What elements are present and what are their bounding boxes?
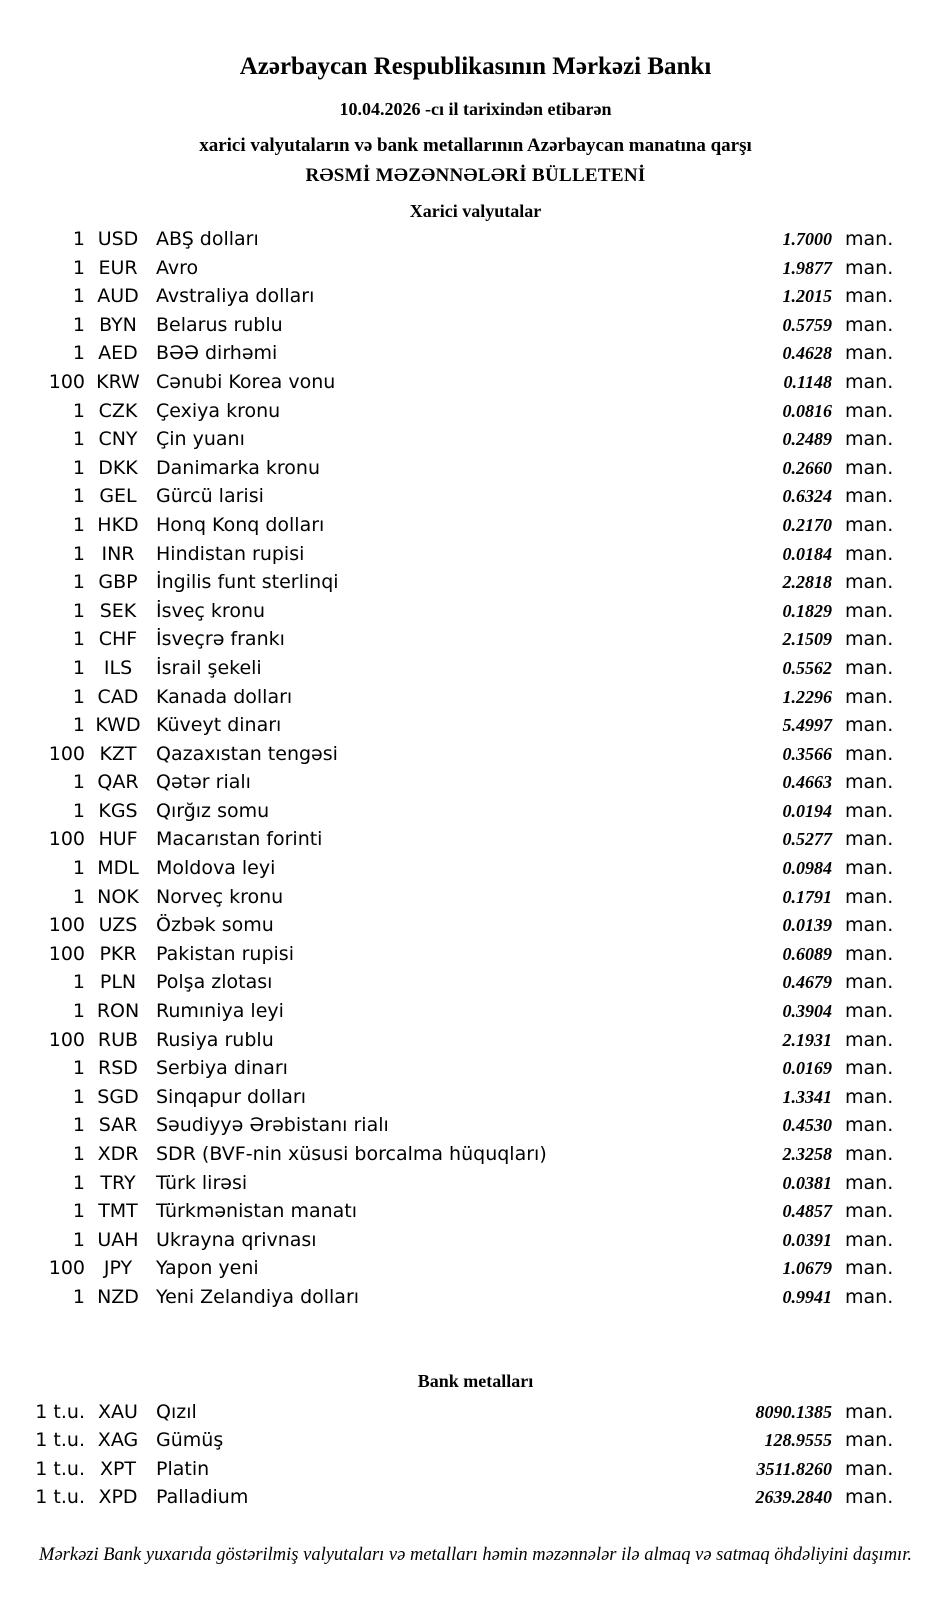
currency-name: Çexiya kronu xyxy=(156,399,281,422)
currency-name: Yeni Zelandiya dolları xyxy=(156,1285,360,1308)
currency-rate-row xyxy=(0,971,900,1000)
page-title: Azərbaycan Respublikasının Mərkəzi Bankı xyxy=(239,53,712,80)
rate-value: 0.6324 xyxy=(782,486,832,507)
quantity-cell: 1 xyxy=(72,1114,85,1137)
unit-label: man. xyxy=(845,1400,894,1423)
rate-value: 2.2818 xyxy=(782,572,832,593)
currency-name: Polşa zlotası xyxy=(156,971,273,994)
currency-rate-row xyxy=(0,1029,900,1058)
currency-code: UAH xyxy=(97,1228,139,1251)
rate-value: 0.2170 xyxy=(782,514,832,535)
quantity-cell: 1 xyxy=(72,1200,85,1223)
currency-code: KZT xyxy=(99,742,137,765)
currency-code: CAD xyxy=(97,685,139,708)
currency-rate-row xyxy=(0,514,900,543)
currency-code: RUB xyxy=(97,1028,139,1051)
metals-section-title: Bank metalları xyxy=(417,1370,534,1391)
currency-code: BYN xyxy=(99,313,137,336)
currency-code: SEK xyxy=(99,599,137,622)
quantity-cell: 1 xyxy=(72,971,85,994)
currency-rate-row xyxy=(0,743,900,772)
unit-label: man. xyxy=(845,1200,894,1223)
quantity-cell: 100 xyxy=(48,828,85,851)
currency-rate-row xyxy=(0,800,900,829)
rate-value: 1.3341 xyxy=(782,1086,832,1107)
rate-value: 0.3904 xyxy=(782,1001,832,1022)
unit-label: man. xyxy=(845,828,894,851)
currency-rate-row xyxy=(0,428,900,457)
unit-label: man. xyxy=(845,428,894,451)
rate-value: 0.1829 xyxy=(782,600,832,621)
quantity-cell: 1 xyxy=(72,456,85,479)
currency-name: SDR (BVF-nin xüsusi borcalma hüquqları) xyxy=(156,1143,547,1165)
rate-value: 0.3566 xyxy=(782,743,832,764)
currency-name: Moldova leyi xyxy=(156,857,276,880)
currency-name: Gürcü larisi xyxy=(156,485,264,508)
currency-code: ILS xyxy=(103,656,133,679)
unit-label: man. xyxy=(845,485,894,508)
currency-code: XAG xyxy=(97,1429,139,1452)
currencies-section-title: Xarici valyutalar xyxy=(409,201,542,221)
unit-label: man. xyxy=(845,228,894,250)
currency-code: RSD xyxy=(98,1057,138,1080)
currency-name: Rumıniya leyi xyxy=(156,1000,284,1023)
unit-label: man. xyxy=(845,1057,894,1080)
currency-name: Pakistan rupisi xyxy=(156,942,294,965)
currency-name: İsveçrə frankı xyxy=(156,628,285,651)
quantity-cell: 1 xyxy=(72,628,85,651)
quantity-cell: 1 t.u. xyxy=(35,1429,85,1452)
quantity-cell: 1 xyxy=(72,1171,85,1194)
currency-code: HKD xyxy=(97,513,139,536)
currency-name: Platin xyxy=(156,1457,210,1480)
metal-rate-table xyxy=(0,1401,900,1515)
currency-rate-row xyxy=(0,943,900,972)
currency-name: Hindistan rupisi xyxy=(156,542,305,565)
unit-label: man. xyxy=(845,714,894,737)
currency-name: Qırğız somu xyxy=(156,799,270,822)
currency-rate-row xyxy=(0,771,900,800)
unit-label: man. xyxy=(845,1257,894,1280)
currency-name: Kanada dolları xyxy=(156,685,293,708)
currency-rate-row xyxy=(0,1229,900,1258)
metal-rate-row xyxy=(0,1486,900,1515)
rate-value: 1.0679 xyxy=(782,1258,832,1279)
currency-rate-row xyxy=(0,314,900,343)
metal-rate-row xyxy=(0,1458,900,1487)
currency-code: XPT xyxy=(99,1457,137,1480)
rate-value: 0.4679 xyxy=(782,972,832,993)
rate-value: 0.5562 xyxy=(782,657,832,678)
currency-rate-row xyxy=(0,1086,900,1115)
currency-name: Gümüş xyxy=(156,1429,224,1452)
quantity-cell: 1 xyxy=(72,714,85,737)
rate-value: 0.0391 xyxy=(782,1229,832,1250)
currency-rate-row xyxy=(0,457,900,486)
rate-value: 0.4628 xyxy=(782,343,832,364)
currency-code: SGD xyxy=(97,1085,139,1108)
quantity-cell: 1 t.u. xyxy=(35,1400,85,1423)
rate-value: 0.0816 xyxy=(782,400,832,421)
currency-code: PLN xyxy=(99,971,137,994)
currency-name: Cənubi Korea vonu xyxy=(156,370,336,393)
currency-name: Palladium xyxy=(156,1486,249,1509)
rate-value: 2.1931 xyxy=(782,1029,832,1050)
quantity-cell: 100 xyxy=(48,370,85,393)
quantity-cell: 1 xyxy=(72,228,85,250)
unit-label: man. xyxy=(845,1228,894,1251)
rate-value: 128.9555 xyxy=(764,1430,832,1451)
currency-name: ABŞ dolları xyxy=(156,228,259,250)
unit-label: man. xyxy=(845,542,894,565)
quantity-cell: 1 xyxy=(72,1285,85,1308)
currency-code: JPY xyxy=(103,1257,133,1280)
unit-label: man. xyxy=(845,1171,894,1194)
unit-label: man. xyxy=(845,1457,894,1480)
currency-rate-table xyxy=(0,228,900,1315)
currency-code: DKK xyxy=(98,456,138,479)
currency-code: GBP xyxy=(98,571,138,594)
currency-rate-row xyxy=(0,1200,900,1229)
currency-code: SAR xyxy=(98,1114,138,1137)
unit-label: man. xyxy=(845,942,894,965)
currency-code: XDR xyxy=(97,1143,139,1165)
currency-code: EUR xyxy=(98,256,138,279)
quantity-cell: 1 xyxy=(72,1085,85,1108)
unit-label: man. xyxy=(845,771,894,794)
quantity-cell: 100 xyxy=(48,914,85,937)
unit-label: man. xyxy=(845,742,894,765)
rate-value: 0.4530 xyxy=(782,1115,832,1136)
quantity-cell: 1 xyxy=(72,656,85,679)
currency-name: BƏƏ dirhəmi xyxy=(156,342,278,365)
currency-name: Özbək somu xyxy=(156,914,274,937)
currency-code: AUD xyxy=(97,285,139,308)
currency-rate-row xyxy=(0,543,900,572)
currency-rate-row xyxy=(0,600,900,629)
rate-value: 2.1509 xyxy=(782,629,832,650)
currency-name: Serbiya dinarı xyxy=(156,1057,288,1080)
currency-code: TRY xyxy=(100,1171,136,1194)
quantity-cell: 1 xyxy=(72,256,85,279)
rate-value: 0.2660 xyxy=(782,457,832,478)
metal-rate-row xyxy=(0,1429,900,1458)
unit-label: man. xyxy=(845,513,894,536)
currency-name: Qazaxıstan tengəsi xyxy=(156,742,338,765)
currency-code: XAU xyxy=(98,1400,138,1423)
currency-name: Səudiyyə Ərəbistanı rialı xyxy=(156,1114,389,1137)
subtitle-line-1: xarici valyutaların və bank metallarının Azərbaycan manatına qarşı xyxy=(199,135,752,156)
rate-value: 1.9877 xyxy=(782,257,832,278)
quantity-cell: 1 t.u. xyxy=(35,1457,85,1480)
currency-name: Türk lirəsi xyxy=(156,1171,248,1194)
rate-value: 0.4663 xyxy=(782,772,832,793)
currency-code: NOK xyxy=(97,885,139,908)
unit-label: man. xyxy=(845,857,894,880)
currency-rate-row xyxy=(0,657,900,686)
currency-name: Qətər rialı xyxy=(156,771,251,794)
rate-value: 0.0184 xyxy=(782,543,832,564)
unit-label: man. xyxy=(845,1114,894,1137)
currency-rate-row xyxy=(0,1057,900,1086)
rate-value: 1.2015 xyxy=(782,286,832,307)
currency-name: Danimarka kronu xyxy=(156,456,321,479)
quantity-cell: 1 xyxy=(72,857,85,880)
currency-rate-row xyxy=(0,914,900,943)
rate-value: 0.0194 xyxy=(782,800,832,821)
rate-value: 0.0381 xyxy=(782,1172,832,1193)
currency-name: Avstraliya dolları xyxy=(156,285,315,308)
unit-label: man. xyxy=(845,599,894,622)
currency-name: Qızıl xyxy=(156,1400,197,1423)
quantity-cell: 1 xyxy=(72,571,85,594)
currency-rate-row xyxy=(0,342,900,371)
currency-code: QAR xyxy=(97,771,139,794)
currency-code: CHF xyxy=(98,628,138,651)
currency-name: Yapon yeni xyxy=(156,1257,259,1280)
quantity-cell: 100 xyxy=(48,742,85,765)
currency-rate-row xyxy=(0,628,900,657)
currency-rate-row xyxy=(0,1286,900,1315)
currency-rate-row xyxy=(0,400,900,429)
quantity-cell: 1 xyxy=(72,513,85,536)
currency-code: RON xyxy=(96,1000,140,1023)
unit-label: man. xyxy=(845,1143,894,1165)
currency-rate-row xyxy=(0,714,900,743)
effective-date-line: 10.04.2026 -cı il tarixindən etibarən xyxy=(339,99,612,119)
currency-code: KRW xyxy=(96,370,140,393)
rate-value: 8090.1385 xyxy=(755,1401,832,1422)
disclaimer-text: Mərkəzi Bank yuxarıda göstərilmiş valyutaları və metalları həmin məzənnələr ilə almaq və satmaq öhdəliyini daşımır. xyxy=(39,1544,912,1565)
currency-name: Türkmənistan manatı xyxy=(156,1200,358,1223)
currency-name: Macarıstan forinti xyxy=(156,828,323,851)
unit-label: man. xyxy=(845,370,894,393)
rate-value: 0.5759 xyxy=(782,314,832,335)
quantity-cell: 100 xyxy=(48,942,85,965)
currency-code: INR xyxy=(101,542,135,565)
currency-rate-row xyxy=(0,571,900,600)
rate-value: 0.5277 xyxy=(782,829,832,850)
quantity-cell: 1 t.u. xyxy=(35,1486,85,1509)
currency-name: Çin yuanı xyxy=(156,428,245,451)
rate-value: 0.0139 xyxy=(782,915,832,936)
unit-label: man. xyxy=(845,571,894,594)
unit-label: man. xyxy=(845,1028,894,1051)
rate-value: 5.4997 xyxy=(782,715,832,736)
unit-label: man. xyxy=(845,685,894,708)
quantity-cell: 1 xyxy=(72,285,85,308)
quantity-cell: 1 xyxy=(72,771,85,794)
quantity-cell: 1 xyxy=(72,485,85,508)
currency-code: GEL xyxy=(99,485,137,508)
unit-label: man. xyxy=(845,628,894,651)
currency-name: Belarus rublu xyxy=(156,313,283,336)
currency-name: İngilis funt sterlinqi xyxy=(156,571,339,594)
currency-name: Ukrayna qrivnası xyxy=(156,1228,317,1251)
unit-label: man. xyxy=(845,256,894,279)
currency-code: UZS xyxy=(98,914,138,937)
rate-value: 0.6089 xyxy=(782,943,832,964)
currency-code: KGS xyxy=(98,799,138,822)
currency-code: NZD xyxy=(97,1285,139,1308)
currency-name: İsrail şekeli xyxy=(156,656,262,679)
rate-value: 0.2489 xyxy=(782,429,832,450)
currency-code: PKR xyxy=(99,942,137,965)
quantity-cell: 1 xyxy=(72,799,85,822)
unit-label: man. xyxy=(845,399,894,422)
currency-rate-row xyxy=(0,285,900,314)
currency-name: Küveyt dinarı xyxy=(156,714,282,737)
quantity-cell: 1 xyxy=(72,428,85,451)
currency-code: TMT xyxy=(98,1200,138,1223)
currency-name: Norveç kronu xyxy=(156,885,284,908)
currency-name: Sinqapur dolları xyxy=(156,1085,307,1108)
currency-rate-row xyxy=(0,886,900,915)
currency-code: USD xyxy=(97,228,139,250)
rate-value: 1.2296 xyxy=(782,686,832,707)
unit-label: man. xyxy=(845,1085,894,1108)
unit-label: man. xyxy=(845,285,894,308)
unit-label: man. xyxy=(845,342,894,365)
rate-value: 2639.2840 xyxy=(755,1487,832,1508)
unit-label: man. xyxy=(845,1000,894,1023)
subtitle-line-2: RƏSMİ MƏZƏNNƏLƏRİ BÜLLETENİ xyxy=(305,165,646,186)
rate-value: 0.0984 xyxy=(782,858,832,879)
currency-rate-row xyxy=(0,857,900,886)
rate-value: 0.1148 xyxy=(783,371,832,392)
currency-code: KWD xyxy=(95,714,141,737)
currency-rate-row xyxy=(0,485,900,514)
currency-rate-row xyxy=(0,371,900,400)
quantity-cell: 100 xyxy=(48,1028,85,1051)
currency-rate-row xyxy=(0,228,900,257)
currency-code: CZK xyxy=(98,399,138,422)
unit-label: man. xyxy=(845,1285,894,1308)
quantity-cell: 1 xyxy=(72,399,85,422)
rate-value: 2.3258 xyxy=(782,1144,832,1164)
currency-rate-row xyxy=(0,686,900,715)
currency-rate-row xyxy=(0,257,900,286)
rate-value: 0.9941 xyxy=(782,1286,832,1307)
rate-value: 0.0169 xyxy=(782,1058,832,1079)
quantity-cell: 1 xyxy=(72,885,85,908)
currency-name: Avro xyxy=(156,256,199,279)
unit-label: man. xyxy=(845,799,894,822)
currency-code: CNY xyxy=(98,428,138,451)
currency-code: AED xyxy=(98,342,138,365)
currency-rate-row xyxy=(0,828,900,857)
currency-name: Rusiya rublu xyxy=(156,1028,274,1051)
unit-label: man. xyxy=(845,456,894,479)
rate-value: 3511.8260 xyxy=(756,1458,832,1479)
quantity-cell: 1 xyxy=(72,1228,85,1251)
rate-value: 0.1791 xyxy=(782,886,832,907)
quantity-cell: 100 xyxy=(48,1257,85,1280)
currency-rate-row xyxy=(0,1000,900,1029)
currency-rate-row xyxy=(0,1257,900,1286)
quantity-cell: 1 xyxy=(72,599,85,622)
quantity-cell: 1 xyxy=(72,542,85,565)
currency-rate-row xyxy=(0,1114,900,1143)
currency-code: HUF xyxy=(98,828,138,851)
quantity-cell: 1 xyxy=(72,1143,85,1165)
unit-label: man. xyxy=(845,1486,894,1509)
currency-name: İsveç kronu xyxy=(156,599,266,622)
quantity-cell: 1 xyxy=(72,342,85,365)
unit-label: man. xyxy=(845,971,894,994)
currency-rate-row xyxy=(0,1143,900,1172)
unit-label: man. xyxy=(845,885,894,908)
metal-rate-row xyxy=(0,1401,900,1430)
unit-label: man. xyxy=(845,313,894,336)
unit-label: man. xyxy=(845,914,894,937)
unit-label: man. xyxy=(845,656,894,679)
quantity-cell: 1 xyxy=(72,1057,85,1080)
quantity-cell: 1 xyxy=(72,1000,85,1023)
currency-code: MDL xyxy=(97,857,139,880)
quantity-cell: 1 xyxy=(72,685,85,708)
quantity-cell: 1 xyxy=(72,313,85,336)
rate-value: 1.7000 xyxy=(782,229,832,249)
rate-value: 0.4857 xyxy=(782,1201,832,1222)
unit-label: man. xyxy=(845,1429,894,1452)
currency-name: Honq Konq dolları xyxy=(156,513,325,536)
currency-rate-row xyxy=(0,1172,900,1201)
currency-code: XPD xyxy=(98,1486,138,1509)
